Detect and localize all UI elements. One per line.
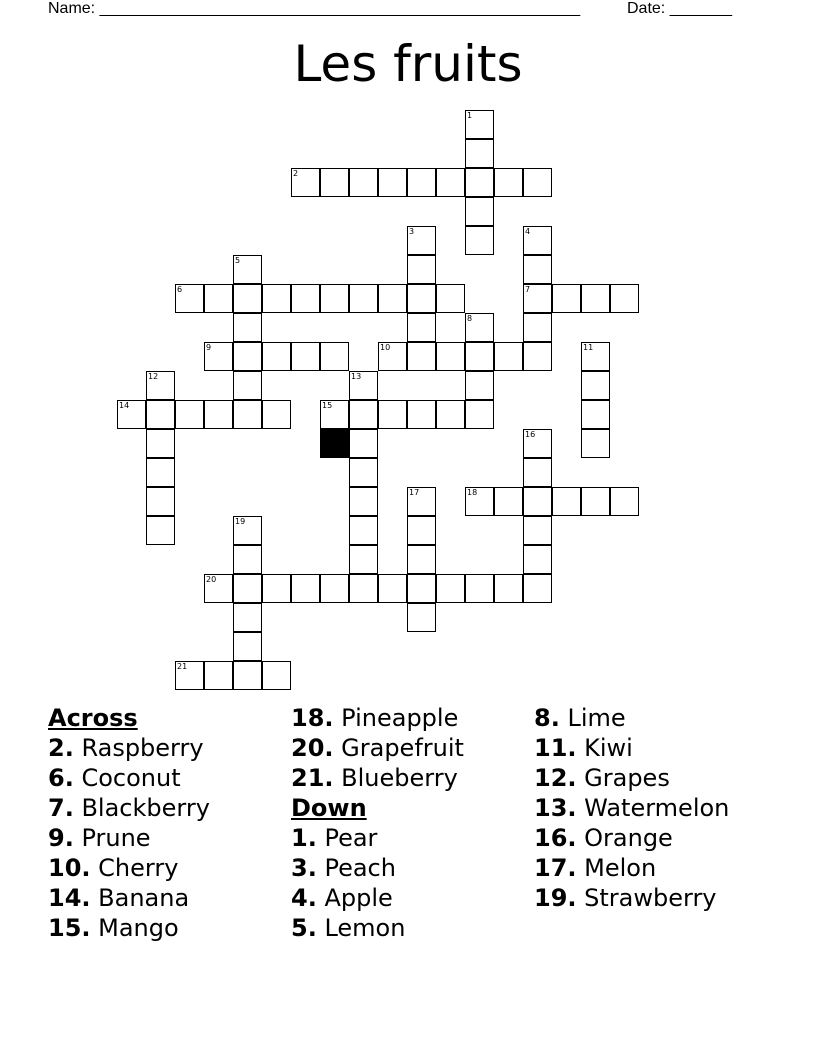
grid-cell[interactable] (349, 371, 378, 400)
clue-number: 13 (351, 372, 362, 381)
grid-cell[interactable] (407, 313, 436, 342)
grid-cell[interactable] (204, 342, 233, 371)
clue-item-number: 20. (291, 734, 334, 762)
clue-number: 11 (583, 343, 594, 352)
clue-item (48, 763, 210, 793)
grid-cell[interactable] (378, 400, 407, 429)
grid-cell[interactable] (407, 226, 436, 255)
clue-item-number: 12. (534, 764, 577, 792)
grid-cell[interactable] (378, 574, 407, 603)
grid-cell[interactable] (610, 284, 639, 313)
clue-item (48, 733, 210, 763)
grid-cell[interactable] (465, 342, 494, 371)
grid-cell[interactable] (581, 400, 610, 429)
clue-number: 4 (525, 227, 531, 236)
clue-column-2 (291, 703, 464, 943)
clue-item (48, 853, 210, 883)
grid-cell[interactable] (436, 400, 465, 429)
clue-number: 10 (380, 343, 391, 352)
grid-cell[interactable] (262, 342, 291, 371)
grid-cell[interactable] (378, 342, 407, 371)
grid-cell[interactable] (494, 574, 523, 603)
clue-number: 14 (119, 401, 130, 410)
clue-item-text: Grapes (576, 764, 670, 792)
grid-cell[interactable] (349, 400, 378, 429)
grid-cell[interactable] (436, 342, 465, 371)
grid-cell[interactable] (349, 487, 378, 516)
clue-item-number: 18. (291, 704, 334, 732)
clue-number: 16 (525, 430, 536, 439)
grid-cell[interactable] (610, 487, 639, 516)
clue-item (291, 823, 464, 853)
grid-cell[interactable] (581, 371, 610, 400)
clue-item-text: Coconut (73, 764, 181, 792)
grid-cell[interactable] (146, 458, 175, 487)
clue-item-text: Melon (576, 854, 657, 882)
clue-number: 2 (293, 169, 299, 178)
clue-item-number: 15. (48, 914, 91, 942)
grid-cell[interactable] (349, 516, 378, 545)
grid-cell[interactable] (407, 487, 436, 516)
grid-cell[interactable] (581, 429, 610, 458)
clue-item-text: Peach (316, 854, 396, 882)
clue-number: 5 (235, 256, 241, 265)
clue-number: 18 (467, 488, 478, 497)
grid-cell[interactable] (523, 574, 552, 603)
clue-item (291, 853, 464, 883)
clue-item-text: Banana (90, 884, 190, 912)
grid-cell[interactable] (494, 487, 523, 516)
grid-cell[interactable] (523, 487, 552, 516)
grid-cell[interactable] (465, 139, 494, 168)
grid-cell[interactable] (552, 487, 581, 516)
clue-item (534, 733, 729, 763)
grid-cell[interactable] (349, 545, 378, 574)
clue-item-number: 4. (291, 884, 317, 912)
grid-cell[interactable] (407, 255, 436, 284)
grid-cell[interactable] (320, 342, 349, 371)
clue-item (534, 883, 729, 913)
grid-cell[interactable] (407, 342, 436, 371)
grid-cell[interactable] (523, 516, 552, 545)
clue-item-text: Prune (73, 824, 151, 852)
grid-cell[interactable] (523, 545, 552, 574)
clue-item-text: Blueberry (333, 764, 458, 792)
grid-cell[interactable] (465, 168, 494, 197)
grid-cell[interactable] (523, 429, 552, 458)
clue-item-number: 7. (48, 794, 74, 822)
clue-item-text: Blackberry (73, 794, 210, 822)
clue-number: 17 (409, 488, 420, 497)
grid-cell[interactable] (407, 545, 436, 574)
clue-item-text: Mango (90, 914, 179, 942)
clue-item (48, 883, 210, 913)
clue-item-number: 9. (48, 824, 74, 852)
clue-item (291, 913, 464, 943)
clue-item (48, 793, 210, 823)
clue-item-text: Grapefruit (333, 734, 464, 762)
clue-item-number: 10. (48, 854, 91, 882)
grid-cell[interactable] (407, 284, 436, 313)
clue-item (534, 763, 729, 793)
grid-cell[interactable] (523, 255, 552, 284)
clue-number: 7 (525, 285, 531, 294)
grid-cell[interactable] (233, 545, 262, 574)
grid-cell[interactable] (349, 168, 378, 197)
clue-item-text: Raspberry (73, 734, 204, 762)
grid-cell[interactable] (146, 371, 175, 400)
grid-cell[interactable] (262, 284, 291, 313)
grid-cell[interactable] (233, 516, 262, 545)
grid-cell[interactable] (436, 574, 465, 603)
grid-cell[interactable] (320, 168, 349, 197)
grid-cell[interactable] (523, 313, 552, 342)
clue-number: 3 (409, 227, 415, 236)
name-field-label: Name: ______________________________________________________ (48, 0, 581, 17)
grid-cell[interactable] (233, 603, 262, 632)
clue-item-number: 3. (291, 854, 317, 882)
clue-item-number: 16. (534, 824, 577, 852)
clue-item (534, 853, 729, 883)
grid-cell[interactable] (523, 342, 552, 371)
clue-item (534, 703, 729, 733)
grid-cell[interactable] (436, 284, 465, 313)
grid-cell[interactable] (407, 516, 436, 545)
grid-cell[interactable] (233, 284, 262, 313)
grid-cell[interactable] (233, 255, 262, 284)
grid-cell[interactable] (581, 284, 610, 313)
clue-number: 21 (177, 662, 188, 671)
clue-item-number: 14. (48, 884, 91, 912)
clue-item (291, 733, 464, 763)
clue-item-number: 11. (534, 734, 577, 762)
clue-item-number: 6. (48, 764, 74, 792)
grid-cell[interactable] (436, 168, 465, 197)
clue-item-number: 8. (534, 704, 560, 732)
grid-cell[interactable] (465, 226, 494, 255)
grid-cell[interactable] (349, 574, 378, 603)
clue-number: 9 (206, 343, 212, 352)
grid-cell[interactable] (233, 400, 262, 429)
clue-item (534, 823, 729, 853)
grid-cell[interactable] (262, 400, 291, 429)
grid-cell[interactable] (146, 516, 175, 545)
clue-item (534, 793, 729, 823)
clue-item-text: Cherry (90, 854, 179, 882)
grid-cell[interactable] (407, 603, 436, 632)
grid-cell[interactable] (204, 661, 233, 690)
clue-item-text: Pineapple (333, 704, 459, 732)
clue-item-number: 17. (534, 854, 577, 882)
grid-cell[interactable] (581, 487, 610, 516)
clue-column-1 (48, 703, 210, 943)
clue-item (291, 703, 464, 733)
clue-item (48, 823, 210, 853)
grid-cell[interactable] (175, 284, 204, 313)
grid-cell[interactable] (233, 313, 262, 342)
grid-cell[interactable] (175, 400, 204, 429)
grid-cell[interactable] (523, 168, 552, 197)
grid-cell[interactable] (378, 284, 407, 313)
grid-cell[interactable] (581, 342, 610, 371)
clue-item-text: Lime (559, 704, 626, 732)
grid-cell[interactable] (146, 400, 175, 429)
clue-item-text: Lemon (316, 914, 406, 942)
grid-cell[interactable] (291, 342, 320, 371)
grid-cell[interactable] (465, 197, 494, 226)
grid-cell[interactable] (233, 661, 262, 690)
grid-cell[interactable] (291, 284, 320, 313)
grid-cell[interactable] (320, 400, 349, 429)
grid-cell[interactable] (407, 168, 436, 197)
grid-cell[interactable] (523, 458, 552, 487)
clue-item-number: 1. (291, 824, 317, 852)
clue-item-text: Orange (576, 824, 673, 852)
grid-cell[interactable] (552, 284, 581, 313)
grid-cell[interactable] (349, 284, 378, 313)
grid-cell[interactable] (146, 487, 175, 516)
grid-cell[interactable] (320, 284, 349, 313)
grid-cell[interactable] (349, 458, 378, 487)
grid-cell[interactable] (494, 168, 523, 197)
clue-item-number: 13. (534, 794, 577, 822)
grid-cell[interactable] (204, 574, 233, 603)
date-field-label: Date: _______ (627, 0, 732, 17)
grid-cell[interactable] (320, 574, 349, 603)
grid-cell[interactable] (523, 284, 552, 313)
grid-cell[interactable] (233, 632, 262, 661)
clue-item-text: Kiwi (576, 734, 633, 762)
black-cell (320, 429, 349, 458)
clue-number: 6 (177, 285, 183, 294)
grid-cell[interactable] (262, 574, 291, 603)
grid-cell[interactable] (291, 574, 320, 603)
clue-item-number: 19. (534, 884, 577, 912)
grid-cell[interactable] (378, 168, 407, 197)
across-heading: Across (48, 704, 138, 732)
page-title: Les fruits (293, 35, 523, 93)
clue-number: 12 (148, 372, 159, 381)
clue-item (291, 763, 464, 793)
grid-cell[interactable] (465, 400, 494, 429)
clue-item-number: 5. (291, 914, 317, 942)
grid-cell[interactable] (465, 110, 494, 139)
grid-cell[interactable] (233, 371, 262, 400)
grid-cell[interactable] (465, 371, 494, 400)
grid-cell[interactable] (407, 400, 436, 429)
grid-cell[interactable] (117, 400, 146, 429)
clue-number: 1 (467, 111, 473, 120)
clue-item-number: 2. (48, 734, 74, 762)
grid-cell[interactable] (233, 342, 262, 371)
clue-item-text: Apple (316, 884, 393, 912)
grid-cell[interactable] (465, 487, 494, 516)
grid-cell[interactable] (465, 313, 494, 342)
grid-cell[interactable] (204, 284, 233, 313)
grid-cell[interactable] (349, 429, 378, 458)
clue-item-text: Strawberry (576, 884, 717, 912)
grid-cell[interactable] (465, 574, 494, 603)
clue-item (48, 913, 210, 943)
clue-number: 15 (322, 401, 333, 410)
clue-item-text: Watermelon (576, 794, 730, 822)
clue-number: 8 (467, 314, 473, 323)
down-heading: Down (291, 794, 367, 822)
grid-cell[interactable] (204, 400, 233, 429)
clue-item (291, 883, 464, 913)
grid-cell[interactable] (146, 429, 175, 458)
grid-cell[interactable] (262, 661, 291, 690)
grid-cell[interactable] (291, 168, 320, 197)
clue-item-text: Pear (316, 824, 378, 852)
clue-number: 19 (235, 517, 246, 526)
grid-cell[interactable] (407, 574, 436, 603)
grid-cell[interactable] (175, 661, 204, 690)
grid-cell[interactable] (523, 226, 552, 255)
clue-number: 20 (206, 575, 217, 584)
clue-column-3 (534, 703, 729, 913)
clue-item-number: 21. (291, 764, 334, 792)
grid-cell[interactable] (494, 342, 523, 371)
grid-cell[interactable] (233, 574, 262, 603)
